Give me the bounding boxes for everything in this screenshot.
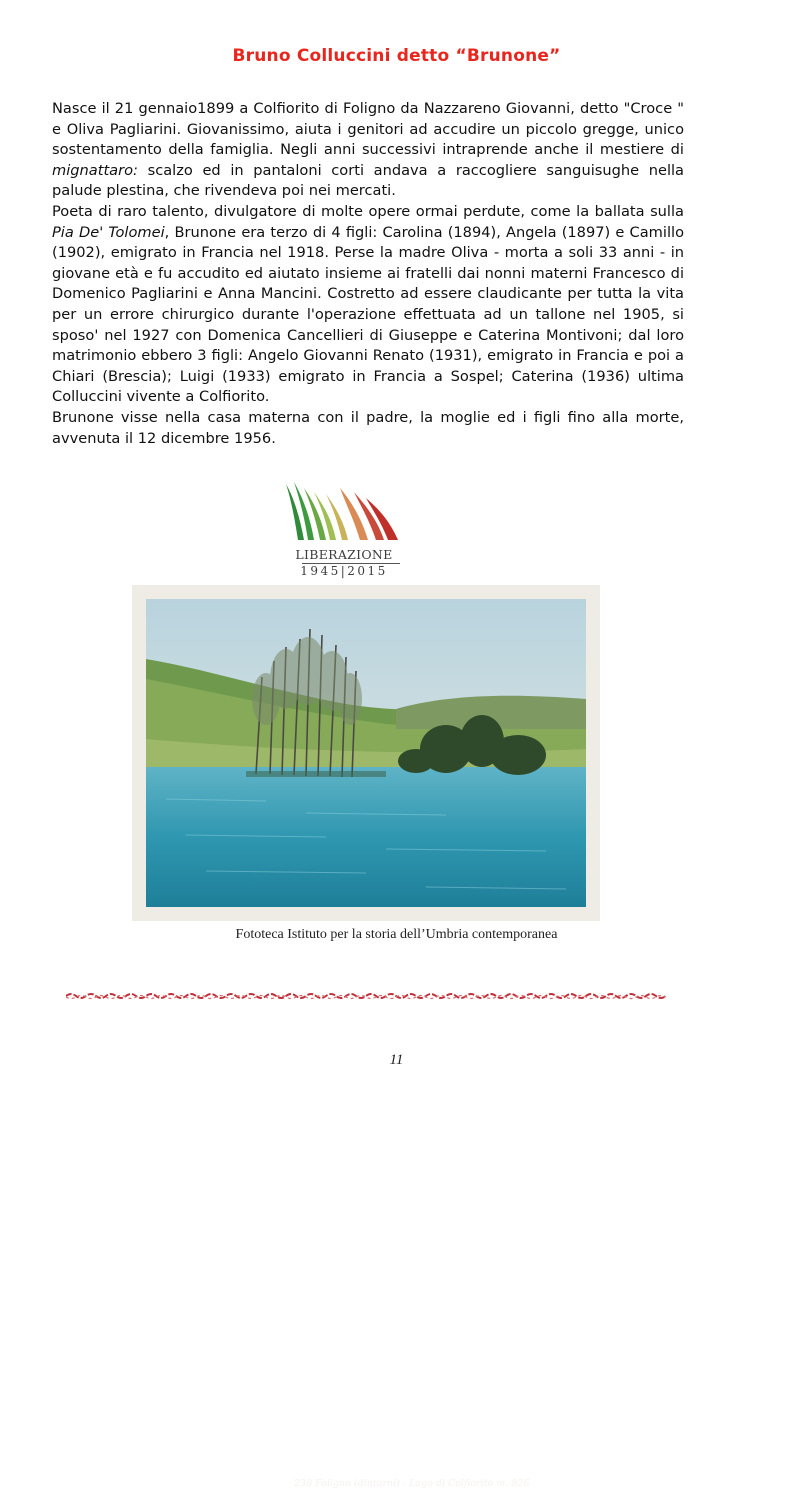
page-number: 11 bbox=[389, 1052, 404, 1068]
text-segment: Poeta di raro talento, divulgatore di molte opere ormai perdute, come la ballata sulla bbox=[52, 202, 684, 220]
photo-credit: Fototeca Istituto per la storia dell’Umbria contemporanea bbox=[235, 927, 558, 942]
page-title: Bruno Colluccini detto “Brunone” bbox=[232, 46, 561, 66]
decorative-divider bbox=[66, 991, 666, 1001]
logo-wordmark: LIBERAZIONE bbox=[295, 547, 393, 562]
paragraph-2 bbox=[52, 202, 684, 408]
lake-postcard-image bbox=[146, 599, 586, 907]
text-segment-italic: Pia De' Tolomei bbox=[52, 223, 165, 241]
text-segment: Nasce il 21 gennaio1899 a Colfiorito di Foligno da Nazzareno Giovanni, detto "Croce " e Oliva Pagliarini. Giovanissimo, aiuta i genitori ad accudire un piccolo gregge, unico sostentamento della famiglia. Negli anni successivi intraprende anche il mestiere di bbox=[52, 100, 684, 159]
liberazione-flag-icon bbox=[284, 480, 404, 546]
text-segment: scalzo ed in pantaloni corti andava a raccogliere sanguisughe nella palude plestina, che rivendeva poi nei mercati. bbox=[52, 161, 684, 200]
text-segment: , Brunone era terzo di 4 figli: Carolina (1894), Angela (1897) e Camillo (1902), emigrato in Francia nel 1918. Perse la madre Oliva - morta a soli 33 anni - in giovane età e fu accudito ed aiutato insieme ai fratelli dai nonni materni Francesco di Domenico Pagliarini e Anna Mancini. Costretto ad essere claudicante per tutta la vita per un errore chirurgico durante l'operazione effettuata ad un tallone nel 1905, si sposo' nel 1927 con Domenica Cancellieri di Giuseppe e Caterina Montivoni; dal loro matrimonio ebbero 3 figli: Angelo Giovanni Renato (1931), emigrato in Francia e poi a Chiari (Brescia); Luigi (1933) emigrato in Francia a Sospel; Caterina (1936) ultima Colluccini vivente a Colfiorito. bbox=[52, 223, 684, 406]
biography-text bbox=[52, 99, 684, 449]
liberazione-logo bbox=[284, 480, 404, 580]
text-segment: Brunone visse nella casa materna con il padre, la moglie ed i figli fino alla morte, avvenuta il 12 dicembre 1956. bbox=[52, 408, 684, 447]
text-segment-italic: mignattaro: bbox=[52, 161, 138, 179]
paragraph-1 bbox=[52, 99, 684, 202]
paragraph-3 bbox=[52, 408, 684, 449]
logo-years: 1945|2015 bbox=[300, 564, 388, 578]
postcard-caption: 238 Foligno (dintorni) - Lago di Colfiorito m. 826 bbox=[294, 1478, 530, 1489]
